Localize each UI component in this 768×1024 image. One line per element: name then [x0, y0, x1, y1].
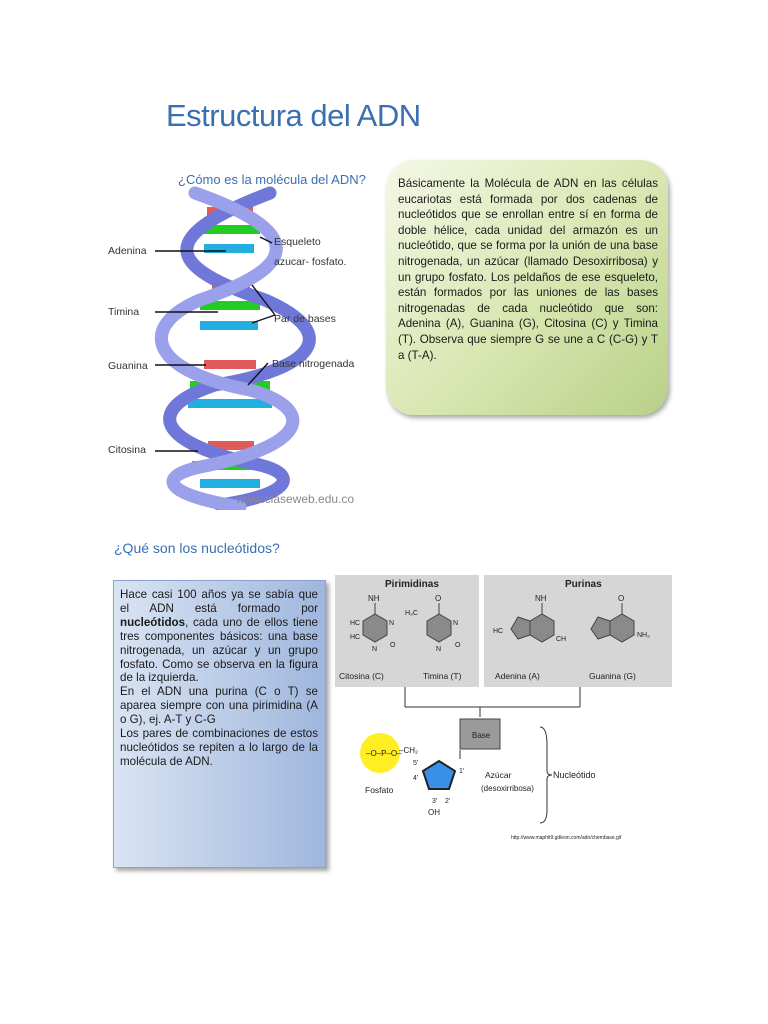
- nucleotide-p1-end: , cada uno de ellos tiene tres componentes básicos: una base nitrogenada, un azúcar y un grupo fosfato. Como se observa en la figura de la izquierda.: [120, 615, 318, 685]
- carbon-4: 4': [413, 775, 419, 782]
- timina-caption: Timina (T): [423, 671, 462, 681]
- svg-text:N: N: [372, 646, 378, 653]
- ch2-label: –CH₂: [399, 746, 419, 755]
- nucleotide-figure: [335, 575, 675, 845]
- rung: [188, 399, 272, 408]
- figure-source: http://www.maphit9.gdleon.com/adn/chembase.gif: [511, 835, 622, 841]
- svg-text:NH: NH: [535, 594, 547, 603]
- label-timina: Timina: [108, 306, 140, 318]
- watermark-claseweb: www.claseweb.edu.co: [236, 492, 355, 506]
- svg-text:O: O: [455, 642, 461, 649]
- rung: [204, 360, 256, 369]
- rung: [200, 321, 258, 330]
- svg-text:NH₂: NH₂: [637, 632, 650, 639]
- svg-text:O: O: [618, 594, 625, 603]
- oh-label: OH: [428, 808, 440, 817]
- svg-text:N: N: [389, 620, 395, 627]
- rung: [200, 479, 260, 488]
- label-base-nitrogenada: Base nitrogenada: [272, 358, 355, 370]
- guanina-caption: Guanina (G): [589, 671, 636, 681]
- nucleotide-p3: Los pares de combinaciones de estos nucleótidos se repiten a lo largo de la molécula de ADN.: [120, 727, 318, 768]
- svg-text:N: N: [436, 646, 442, 653]
- azucar-label: Azúcar: [485, 770, 512, 780]
- nucleotide-bracket: [540, 727, 552, 823]
- pirimidinas-title: Pirimidinas: [385, 579, 439, 590]
- label-citosina: Citosina: [108, 444, 146, 456]
- svg-text:CH: CH: [556, 636, 567, 643]
- svg-text:HC: HC: [350, 620, 361, 627]
- label-par-bases: Par de bases: [274, 313, 336, 325]
- svg-text:HC: HC: [493, 628, 504, 635]
- dna-description: Básicamente la Molécula de ADN en las células eucariotas está formada por dos cadenas de nucleótidos que se enrollan entre sí en forma de doble hélice, cada unidad del armazón es un nucleótido, que se forma por la unión de una base nitrogenada, un azúcar (llamado Desoxirribosa) y un grupo fosfato. Los peldaños de ese esqueleto, están formados por las uniones de las bases nitrogenadas de cada nucleótido que son: Adenina (A), Guanina (G), Citosina (C) y Timina (T). Observa que siempre G se une a C (C-G) y T a (T-A).: [398, 177, 658, 362]
- base-label: Base: [472, 731, 491, 740]
- section-heading-molecula: ¿Cómo es la molécula del ADN?: [178, 172, 366, 187]
- section-heading-nucleotidos: ¿Qué son los nucleótidos?: [114, 540, 280, 556]
- svg-text:O: O: [435, 594, 442, 603]
- svg-text:NH: NH: [368, 594, 380, 603]
- label-adenina: Adenina: [108, 245, 147, 257]
- svg-text:HC: HC: [350, 634, 361, 641]
- carbon-1: 1': [459, 768, 465, 775]
- carbon-2: 2': [445, 798, 451, 805]
- nucleotide-info-text: [120, 588, 318, 769]
- sugar-ring: [423, 761, 455, 789]
- dna-helix-figure: [100, 185, 360, 510]
- carbon-5: 5': [413, 760, 419, 767]
- desoxirribosa-label: (desoxirribosa): [481, 784, 534, 793]
- citosina-caption: Citosina (C): [339, 671, 384, 681]
- phosphate-formula: –O–P–O–: [366, 749, 402, 758]
- label-esqueleto: Esqueleto: [274, 236, 321, 248]
- fosfato-label: Fosfato: [365, 785, 394, 795]
- adenina-caption: Adenina (A): [495, 671, 540, 681]
- svg-text:H₃C: H₃C: [405, 610, 418, 617]
- nucleotido-label: Nucleótido: [553, 770, 596, 780]
- nucleotide-p2: En el ADN una purina (C o T) se aparea siempre con una pirimidina (A o G), ej. A-T y C-G: [120, 685, 318, 727]
- purinas-title: Purinas: [565, 579, 602, 590]
- label-guanina: Guanina: [108, 360, 148, 372]
- svg-text:N: N: [453, 620, 459, 627]
- svg-text:O: O: [390, 642, 396, 649]
- nucleotide-p1-start: Hace casi 100 años ya se sabía que el ADN está formado por: [120, 588, 318, 615]
- nucleotide-term: nucleótidos: [120, 615, 186, 629]
- label-azucar-fosfato: azucar- fosfato.: [274, 256, 347, 268]
- carbon-3: 3': [432, 798, 438, 805]
- page-title: Estructura del ADN: [166, 98, 421, 133]
